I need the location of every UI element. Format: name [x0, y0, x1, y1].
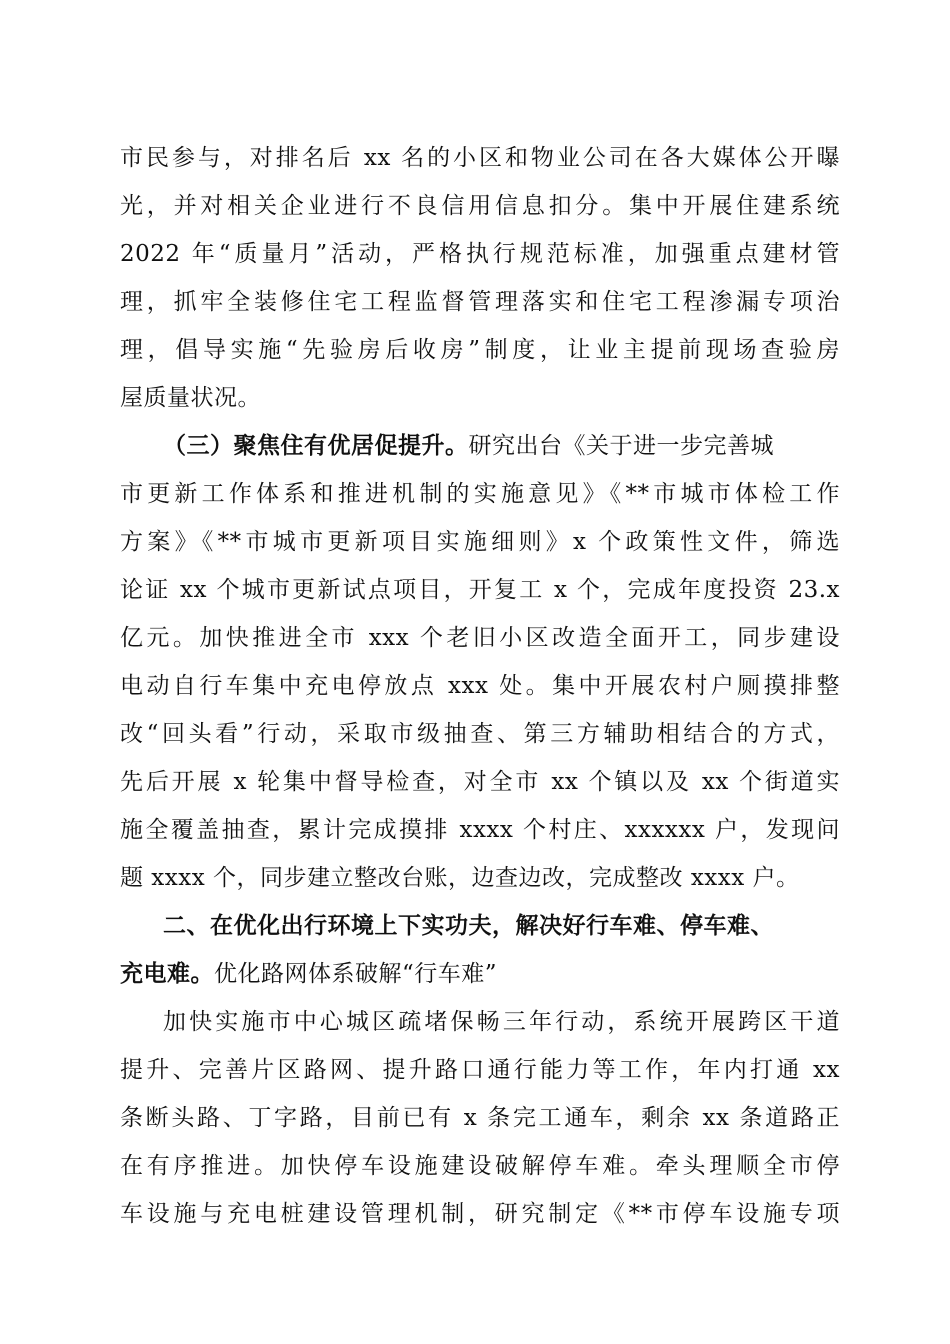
- text-line: 论证 xx 个城市更新试点项目，开复工 x 个，完成年度投资 23.x: [120, 577, 840, 603]
- text-line: 加快实施市中心城区疏堵保畅三年行动，系统开展跨区干道: [163, 1009, 840, 1035]
- text-line: 改“回头看”行动，采取市级抽查、第三方辅助相结合的方式，: [120, 721, 840, 747]
- text-line: 市更新工作体系和推进机制的实施意见》《**市城市体检工作: [120, 481, 840, 507]
- subsection-title: 优化路网体系破解“行车难”: [214, 961, 498, 987]
- text-line: 先后开展 x 轮集中督导检查，对全市 xx 个镇以及 xx 个街道实: [120, 769, 840, 795]
- chapter-heading: 二、在优化出行环境上下实功夫，解决好行车难、停车难、: [163, 913, 774, 939]
- text-line: 方案》《**市城市更新项目实施细则》x 个政策性文件，筛选: [120, 529, 840, 555]
- text-line: 电动自行车集中充电停放点 xxx 处。集中开展农村户厕摸排整: [120, 673, 840, 699]
- paragraph-text: 研究出台《关于进一步完善城: [468, 433, 774, 459]
- text-line: 车设施与充电桩建设管理机制，研究制定《**市停车设施专项: [120, 1201, 840, 1227]
- text-line: 施全覆盖抽查，累计完成摸排 xxxx 个村庄、xxxxxx 户，发现问: [120, 817, 840, 843]
- text-line: 题 xxxx 个，同步建立整改台账，边查边改，完成整改 xxxx 户。: [120, 865, 800, 891]
- text-line: 光，并对相关企业进行不良信用信息扣分。集中开展住建系统: [120, 193, 840, 219]
- text-line: 提升、完善片区路网、提升路口通行能力等工作，年内打通 xx: [120, 1057, 840, 1083]
- text-line: 市民参与，对排名后 xx 名的小区和物业公司在各大媒体公开曝: [120, 145, 840, 171]
- chapter-heading-cont: [120, 954, 840, 994]
- text-line: 屋质量状况。: [120, 385, 261, 411]
- text-line: 条断头路、丁字路，目前已有 x 条完工通车，剩余 xx 条道路正: [120, 1105, 840, 1131]
- text-line: 理，抓牢全装修住宅工程监督管理落实和住宅工程渗漏专项治: [120, 289, 840, 315]
- text-line: 亿元。加快推进全市 xxx 个老旧小区改造全面开工，同步建设: [120, 625, 840, 651]
- text-line: 理，倡导实施“先验房后收房”制度，让业主提前现场查验房: [120, 337, 840, 363]
- text-line: 2022 年“质量月”活动，严格执行规范标准，加强重点建材管: [120, 241, 840, 267]
- section-heading: （三）聚焦住有优居促提升。: [163, 432, 469, 459]
- text-line: 在有序推进。加快停车设施建设破解停车难。牵头理顺全市停: [120, 1153, 840, 1179]
- section-heading-line: [163, 426, 840, 466]
- chapter-heading-tail: 充电难。: [120, 961, 214, 987]
